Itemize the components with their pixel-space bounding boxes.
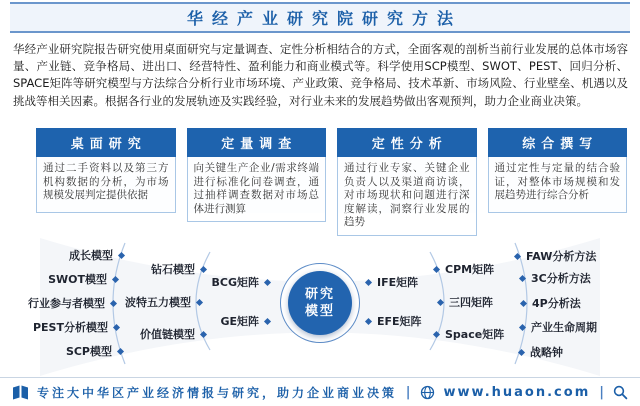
- website-link[interactable]: www.huaon.com: [443, 384, 591, 400]
- model-label-bcg-matrix: [212, 274, 271, 290]
- model-label-text: 三四矩阵: [449, 296, 493, 309]
- model-label-text: Space矩阵: [445, 328, 505, 341]
- diamond-bullet-icon: [118, 251, 125, 258]
- model-label-cpm-matrix: [434, 261, 494, 277]
- model-label-text: FAW分析方法: [526, 250, 597, 263]
- diamond-bullet-icon: [112, 275, 119, 282]
- diamond-bullet-icon: [200, 330, 207, 337]
- model-label-text: 成长模型: [69, 249, 113, 262]
- research-model-diagram: [0, 238, 640, 376]
- footer-bar: [0, 377, 640, 406]
- model-label-diamond-model: [151, 261, 206, 277]
- diamond-bullet-icon: [519, 274, 526, 281]
- page-title: 华经产业研究院研究方法: [186, 9, 462, 28]
- model-label-text: 3C分析方法: [531, 272, 591, 285]
- diamond-bullet-icon: [200, 265, 207, 272]
- research-model-circle-label: [288, 271, 352, 335]
- model-label-text: EFE矩阵: [377, 315, 422, 328]
- card-desk-research: [36, 128, 176, 213]
- globe-icon: [420, 385, 435, 400]
- diamond-bullet-icon: [518, 348, 525, 355]
- model-label-industry-participant-model: [28, 295, 116, 311]
- book-logo-icon: [12, 385, 29, 400]
- model-label-text: 价值链模型: [140, 328, 195, 341]
- diamond-bullet-icon: [113, 323, 120, 330]
- model-label-text: SCP模型: [65, 345, 112, 358]
- diamond-bullet-icon: [117, 347, 124, 354]
- model-label-text: 产业生命周期: [531, 321, 597, 334]
- model-label-three-four-matrix: [438, 294, 493, 310]
- footer-divider: |: [405, 384, 411, 400]
- diamond-bullet-icon: [433, 330, 440, 337]
- title-bar: [10, 2, 630, 33]
- model-label-faw-analysis: [515, 248, 596, 264]
- model-label-efe-matrix: [366, 313, 422, 329]
- model-label-space-matrix: [434, 326, 504, 342]
- model-label-3c-analysis: [520, 270, 591, 286]
- search-icon[interactable]: [613, 385, 628, 400]
- card-comprehensive-writing: [488, 128, 628, 213]
- research-model-circle: [280, 263, 360, 343]
- model-label-text: CPM矩阵: [445, 263, 495, 276]
- model-label-scp-model: [66, 343, 123, 359]
- intro-paragraph: 华经产业研究院报告研究使用桌面研究与定量调查、定性分析相结合的方式，全面客观的剖析当前行业发展的总体市场容量、产业链、竞争格局、进出口、经营特性、盈利能力和商业模式等。科学使用SCP模型、SWOT、PEST、回归分析、SPACE矩阵等研究模型与方法综合分析行业市场环境、产业政策、竞争格局、技术革新、市场风险、行业壁垒、机遇以及挑战等相关因素。根据各行业的发展轨迹及实践经验，对行业未来的发展趋势做出客观预判，助力企业商业决策。: [13, 42, 628, 108]
- diamond-bullet-icon: [520, 299, 527, 306]
- model-label-ife-matrix: [366, 274, 418, 290]
- diamond-bullet-icon: [433, 265, 440, 272]
- model-label-value-chain-model: [140, 326, 206, 342]
- diamond-bullet-icon: [365, 278, 372, 285]
- model-label-text: 行业参与者模型: [28, 297, 105, 310]
- model-label-ge-matrix: [220, 313, 270, 329]
- diamond-bullet-icon: [437, 298, 444, 305]
- model-label-text: IFE矩阵: [377, 276, 419, 289]
- diamond-bullet-icon: [264, 317, 271, 324]
- card-title: 桌面研究: [36, 128, 176, 157]
- model-label-text: SWOT模型: [48, 273, 107, 286]
- model-label-porter-five-forces: [125, 294, 202, 310]
- model-label-text: 钻石模型: [151, 263, 195, 276]
- card-description: 通过定性与定量的结合验证，对整体市场规模和发展趋势进行综合分析: [488, 157, 628, 213]
- circle-text-line2: 模型: [304, 304, 335, 319]
- model-label-text: BCG矩阵: [211, 276, 259, 289]
- card-qualitative-analysis: [337, 128, 477, 228]
- card-quantitative-survey: [187, 128, 327, 213]
- model-label-pest-model: [33, 319, 119, 335]
- diamond-bullet-icon: [264, 278, 271, 285]
- model-label-text: GE矩阵: [220, 315, 259, 328]
- footer-divider: |: [599, 384, 604, 400]
- footer-slogan: 专注大中华区产业经济情报与研究，助力企业商业决策: [37, 385, 398, 400]
- diamond-bullet-icon: [519, 323, 526, 330]
- diamond-bullet-icon: [110, 299, 117, 306]
- model-label-swot-model: [48, 271, 118, 287]
- model-label-text: 波特五力模型: [125, 296, 191, 309]
- circle-text-line1: 研究: [304, 287, 335, 302]
- footer-right-group: [406, 385, 628, 400]
- card-description: 通过二手资料以及第三方机构数据的分析，为市场规模发展判定提供依据: [36, 157, 176, 213]
- card-title: 定性分析: [337, 128, 477, 157]
- diamond-bullet-icon: [514, 252, 521, 259]
- model-label-industry-lifecycle: [520, 319, 597, 335]
- card-title: 定量调查: [187, 128, 327, 157]
- model-label-text: 战略钟: [530, 346, 563, 359]
- model-label-growth-model: [69, 247, 124, 263]
- diamond-bullet-icon: [365, 317, 372, 324]
- method-cards: [36, 128, 627, 228]
- card-description: 向关键生产企业/需求终端进行标准化问卷调查，通过抽样调查数据对市场总体进行测算: [187, 157, 327, 222]
- model-label-4p-analysis: [521, 295, 581, 311]
- model-label-text: 4P分析法: [532, 297, 581, 310]
- model-label-text: PEST分析模型: [32, 321, 108, 334]
- card-title: 综合撰写: [488, 128, 628, 157]
- model-label-strategy-clock: [519, 344, 563, 360]
- card-description: 通过行业专家、关键企业负责人以及渠道商访谈，对市场现状和问题进行深度解读，洞察行业发展的趋势: [337, 157, 477, 236]
- diamond-bullet-icon: [196, 298, 203, 305]
